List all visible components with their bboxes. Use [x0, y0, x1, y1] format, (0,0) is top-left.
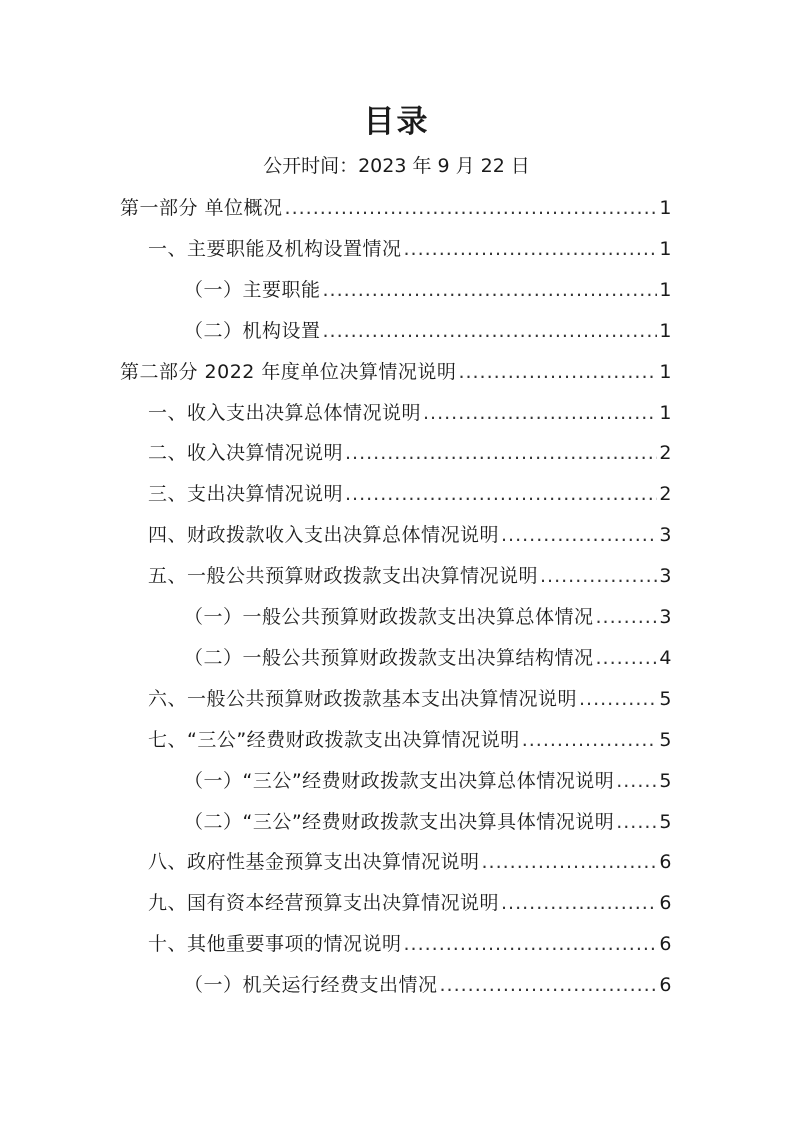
toc-entry-page-number: 5 — [659, 728, 672, 751]
toc-dot-leader — [345, 433, 657, 473]
toc-entry-title: 第一部分 单位概况 — [120, 197, 283, 219]
toc-entry[interactable] — [148, 433, 672, 473]
toc-entry-page-number: 1 — [659, 278, 672, 301]
toc-entry-title: （二）“三公”经费财政拨款支出决算具体情况说明 — [184, 810, 615, 833]
toc-entry-page-number: 1 — [659, 237, 672, 260]
toc-entry-title: 四、财政拨款收入支出决算总体情况说明 — [148, 524, 500, 547]
toc-dot-leader — [540, 556, 657, 596]
toc-entry-page-number: 6 — [659, 851, 672, 874]
toc-dot-leader — [345, 474, 657, 514]
toc-entry-title: 七、“三公”经费财政拨款支出决算情况说明 — [148, 728, 520, 751]
toc-entry-title: （二）机构设置 — [184, 319, 321, 342]
toc-entry-page-number: 1 — [659, 401, 672, 424]
toc-entry[interactable] — [184, 965, 672, 1005]
toc-entry-page-number: 2 — [659, 442, 672, 465]
toc-dot-leader — [596, 597, 658, 637]
toc-dot-leader — [323, 270, 658, 310]
page-title: 目录 — [363, 104, 430, 140]
toc-entry[interactable] — [120, 352, 672, 392]
publish-date: 公开时间：2023 年 9 月 22 日 — [263, 155, 530, 177]
toc-entry[interactable] — [148, 720, 672, 760]
toc-entry-page-number: 2 — [659, 483, 672, 506]
toc-entry[interactable] — [148, 883, 672, 923]
toc-dot-leader — [440, 965, 658, 1005]
toc-entry-page-number: 4 — [659, 646, 672, 669]
toc-entry[interactable] — [184, 311, 672, 351]
toc-dot-leader — [482, 842, 658, 882]
toc-entry-page-number: 6 — [659, 892, 672, 915]
toc-dot-leader — [404, 229, 658, 269]
toc-entry-title: 八、政府性基金预算支出决算情况说明 — [148, 851, 480, 874]
toc-dot-leader — [616, 761, 657, 801]
toc-entry-page-number: 1 — [659, 360, 672, 383]
toc-dot-leader — [458, 352, 657, 392]
toc-entry-title: 一、主要职能及机构设置情况 — [148, 237, 402, 260]
toc-entry[interactable] — [184, 597, 672, 637]
toc-entry[interactable] — [184, 270, 672, 310]
toc-entry[interactable] — [148, 679, 672, 719]
toc-entry-page-number: 3 — [659, 606, 672, 628]
toc-entry-title: （一）机关运行经费支出情况 — [184, 974, 438, 997]
toc-dot-leader — [423, 393, 657, 433]
toc-entry[interactable] — [148, 556, 672, 596]
toc-entry[interactable] — [148, 229, 672, 269]
toc-dot-leader — [579, 679, 657, 719]
toc-dot-leader — [323, 311, 658, 351]
toc-entry[interactable] — [148, 474, 672, 514]
toc-entry-title: 六、一般公共预算财政拨款基本支出决算情况说明 — [148, 687, 578, 710]
toc-dot-leader — [616, 802, 657, 842]
toc-dot-leader — [596, 638, 658, 678]
toc-entry-page-number: 3 — [659, 565, 672, 588]
toc-entry[interactable] — [184, 802, 672, 842]
toc-dot-leader — [285, 188, 658, 228]
toc-entry[interactable] — [148, 515, 672, 555]
toc-entry-page-number: 3 — [659, 524, 672, 547]
toc-entry[interactable] — [184, 638, 672, 678]
toc-entry-title: （一）“三公”经费财政拨款支出决算总体情况说明 — [184, 769, 615, 792]
toc-entry-title: （一）主要职能 — [184, 278, 321, 301]
toc-dot-leader — [501, 515, 657, 555]
toc-dot-leader — [501, 883, 657, 923]
toc-entry-title: （一）一般公共预算财政拨款支出决算总体情况 — [184, 606, 594, 628]
toc-entry-page-number: 1 — [659, 197, 672, 219]
toc-entry[interactable] — [148, 393, 672, 433]
toc-dot-leader — [404, 924, 658, 964]
toc-entry-page-number: 6 — [659, 974, 672, 997]
toc-entry-page-number: 5 — [659, 687, 672, 710]
toc-entry[interactable] — [148, 842, 672, 882]
toc-entry-page-number: 6 — [659, 933, 672, 956]
toc-entry-title: 一、收入支出决算总体情况说明 — [148, 401, 422, 424]
toc-entry[interactable] — [184, 761, 672, 801]
toc-entry-page-number: 5 — [659, 810, 672, 833]
toc-entry[interactable] — [148, 924, 672, 964]
toc-entry-title: 第二部分 2022 年度单位决算情况说明 — [120, 360, 457, 383]
toc-entry-title: （二）一般公共预算财政拨款支出决算结构情况 — [184, 646, 594, 669]
toc-entry[interactable] — [120, 188, 672, 228]
toc-entry-title: 三、支出决算情况说明 — [148, 483, 344, 506]
toc-entry-page-number: 5 — [659, 769, 672, 792]
toc-entry-title: 十、其他重要事项的情况说明 — [148, 933, 402, 956]
toc-entry-title: 九、国有资本经营预算支出决算情况说明 — [148, 892, 500, 915]
toc-entry-title: 二、收入决算情况说明 — [148, 442, 344, 465]
toc-dot-leader — [522, 720, 658, 760]
toc-entry-title: 五、一般公共预算财政拨款支出决算情况说明 — [148, 565, 539, 588]
toc-entry-page-number: 1 — [659, 319, 672, 342]
